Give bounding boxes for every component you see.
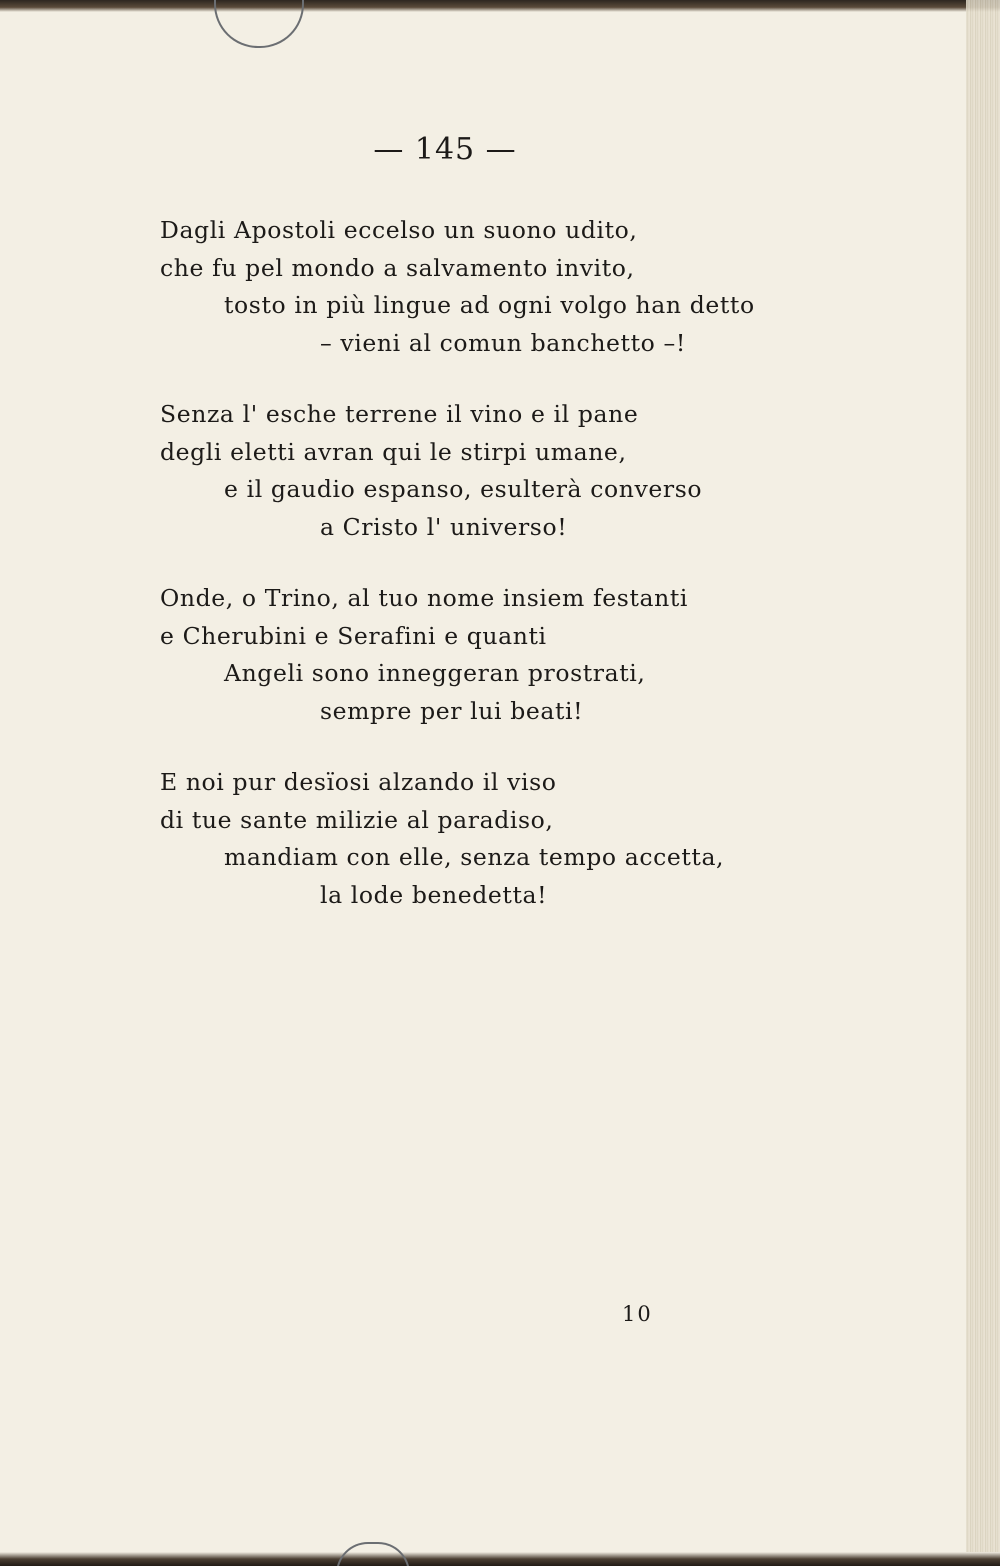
verse-line: che fu pel mondo a salvamento invito, — [160, 253, 635, 282]
verse-line: sempre per lui beati! — [320, 696, 584, 725]
verse-line: Angeli sono inneggeran prostrati, — [224, 659, 646, 687]
page-fore-edge — [966, 0, 1000, 1566]
verse-line: degli eletti avran qui le stirpi umane, — [160, 437, 627, 466]
stanza-4 — [160, 764, 840, 914]
verse-line: di tue sante milizie al paradiso, — [160, 805, 554, 834]
verse-line: E noi pur desïosi alzando il viso — [160, 768, 557, 796]
verse-line: e il gaudio espanso, esulterà converso — [224, 475, 703, 503]
verse-line: Onde, o Trino, al tuo nome insiem festanti — [160, 584, 688, 612]
page-number: — 145 — — [373, 132, 517, 167]
verse-line: tosto in più lingue ad ogni volgo han detto — [224, 291, 755, 319]
verse-line: mandiam con elle, senza tempo accetta, — [224, 843, 725, 871]
page-top-edge — [0, 0, 1000, 12]
verse-line: a Cristo l' universo! — [320, 512, 568, 541]
stanza-2 — [160, 396, 840, 546]
verse-line: Dagli Apostoli eccelso un suono udito, — [160, 216, 638, 244]
verse-line: Senza l' esche terrene il vino e il pane — [160, 400, 639, 428]
clip-bottom — [336, 1542, 410, 1566]
stanza-1 — [160, 212, 840, 362]
verse-line: e Cherubini e Serafini e quanti — [160, 621, 547, 650]
page-bottom-edge — [0, 1552, 1000, 1566]
stanza-3 — [160, 580, 840, 730]
verse-line: la lode benedetta! — [320, 880, 548, 909]
clip-top — [214, 0, 304, 48]
signature-mark: 10 — [622, 1302, 653, 1326]
poem — [160, 212, 840, 948]
verse-line: – vieni al comun banchetto –! — [320, 328, 686, 357]
